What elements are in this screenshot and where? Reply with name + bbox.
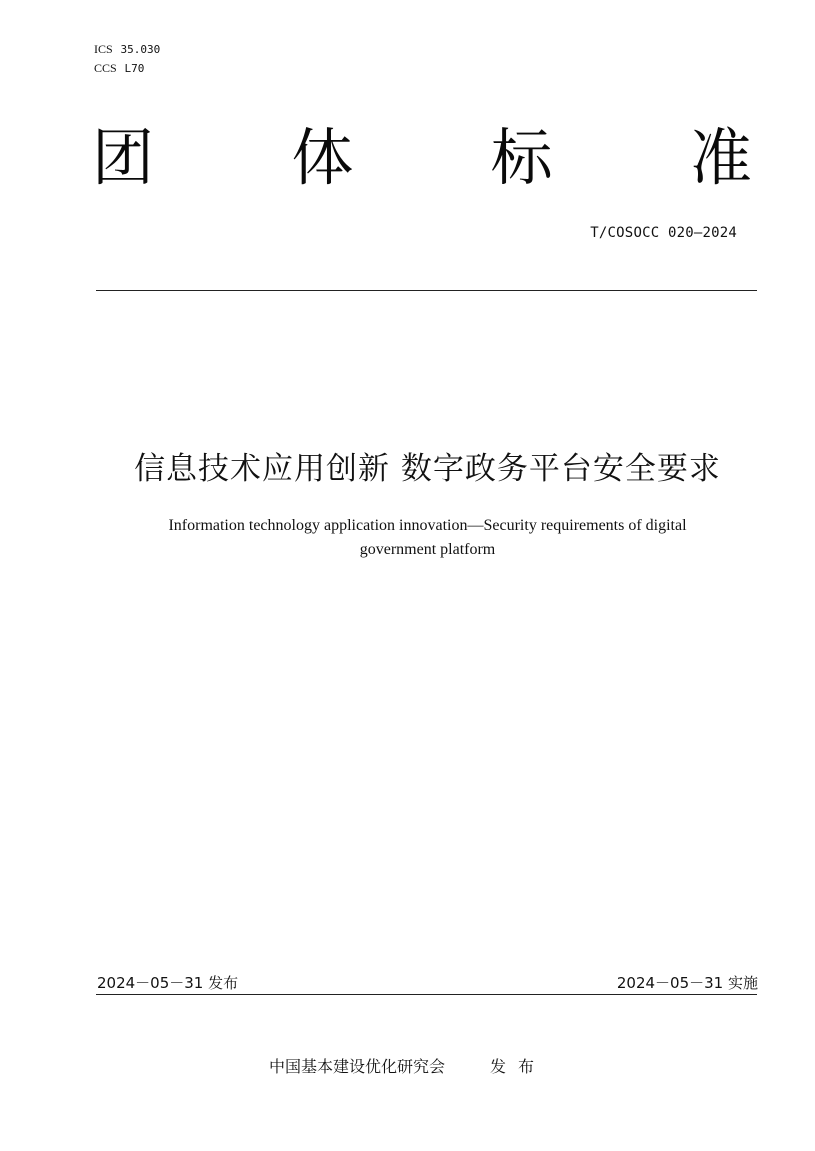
title-char-3: 标 xyxy=(490,121,553,194)
publish-action: 发布 xyxy=(490,1057,547,1076)
chinese-title: 信息技术应用创新 数字政务平台安全要求 xyxy=(134,451,721,487)
english-title xyxy=(100,514,755,562)
ccs-label: CCS xyxy=(94,61,117,75)
title-char-4: 准 xyxy=(689,121,752,194)
title-char-1: 团 xyxy=(92,121,155,194)
document-type-title xyxy=(92,118,752,198)
ccs-row xyxy=(94,59,160,78)
ics-row xyxy=(94,40,160,59)
release-date: 2024－05－31 发布 xyxy=(97,974,239,992)
ics-value: 35.030 xyxy=(120,43,161,56)
ics-label: ICS xyxy=(94,42,113,56)
ccs-value: L70 xyxy=(124,62,145,75)
classification-codes xyxy=(94,40,160,78)
english-title-line-2: government platform xyxy=(359,541,496,558)
implementation-date: 2024－05－31 实施 xyxy=(616,974,758,992)
top-divider xyxy=(96,290,757,291)
publisher-line xyxy=(0,1054,815,1077)
publisher-org: 中国基本建设优化研究会 xyxy=(268,1057,445,1076)
english-title-line-1: Information technology application innovation—Security requirements of digital xyxy=(168,517,687,534)
bottom-divider xyxy=(96,994,757,995)
standard-number: T/COSOCC 020—2024 xyxy=(590,225,737,241)
title-char-2: 体 xyxy=(291,121,354,194)
